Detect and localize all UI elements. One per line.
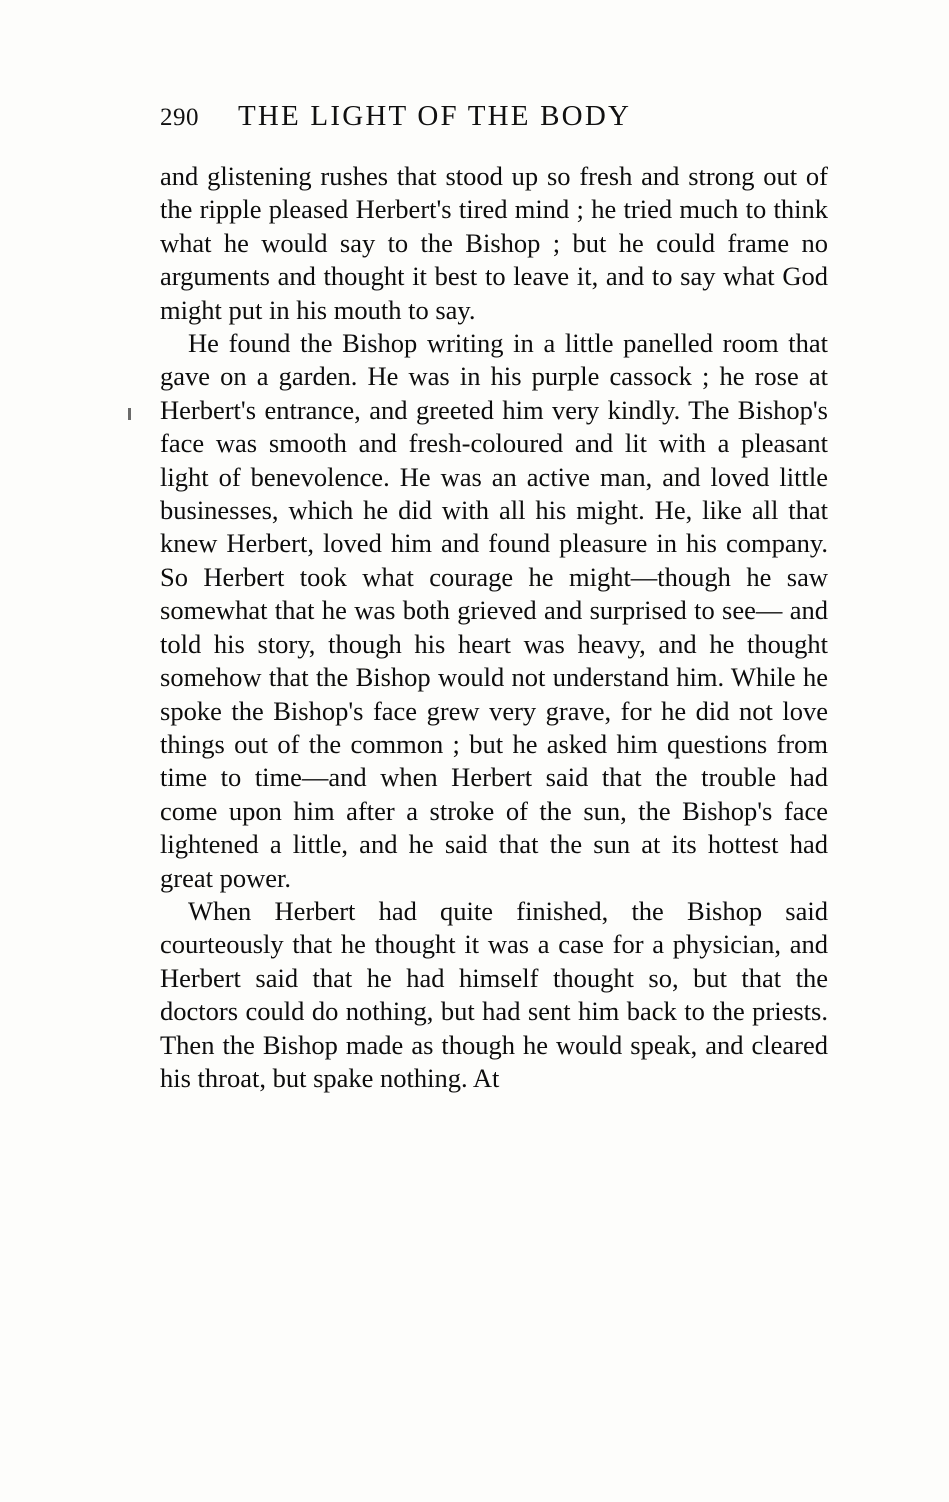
paragraph: He found the Bishop writing in a little panelled room that gave on a garden. He was in his purple cassock ; he rose at Herbert's entrance, and greeted him very kindly. The Bishop's face was smooth and fresh-coloured and lit with a pleasant light of benevolence. He was an active man, and loved little businesses, which he did with all his might. He, like all that knew Herbert, loved him and found pleasure in his company. So Herbert took what courage he might—though he saw somewhat that he was both grieved and surprised to see— and told his story, though his heart was heavy, and he thought somehow that the Bishop would not understand him. While he spoke the Bishop's face grew very grave, for he did not love things out of the common ; but he asked him questions from time to time—and when Herbert said that the trouble had come upon him after a stroke of the sun, the Bishop's face lightened a little, and he said that the sun at its hottest had great power. [160, 328, 828, 893]
paragraph: When Herbert had quite finished, the Bishop said courteously that he thought it was a case for a physician, and Herbert said that he had himself thought so, but that the doctors could do nothing, but had sent him back to the priests. Then the Bishop made as though he would speak, and cleared his throat, but spake nothing. At [160, 895, 828, 1093]
running-head-title: THE LIGHT OF THE BODY [238, 100, 632, 132]
paragraph: and glistening rushes that stood up so fresh and strong out of the ripple pleased Herbert's tired mind ; he tried much to think what he would say to the Bishop ; but he could frame no arguments and thought it best to leave it, and to say what God might put in his mouth to say. [160, 161, 828, 325]
page-header [160, 100, 828, 133]
page-body-text [160, 160, 828, 1095]
margin-mark [128, 408, 131, 420]
page-number: 290 [160, 104, 199, 131]
